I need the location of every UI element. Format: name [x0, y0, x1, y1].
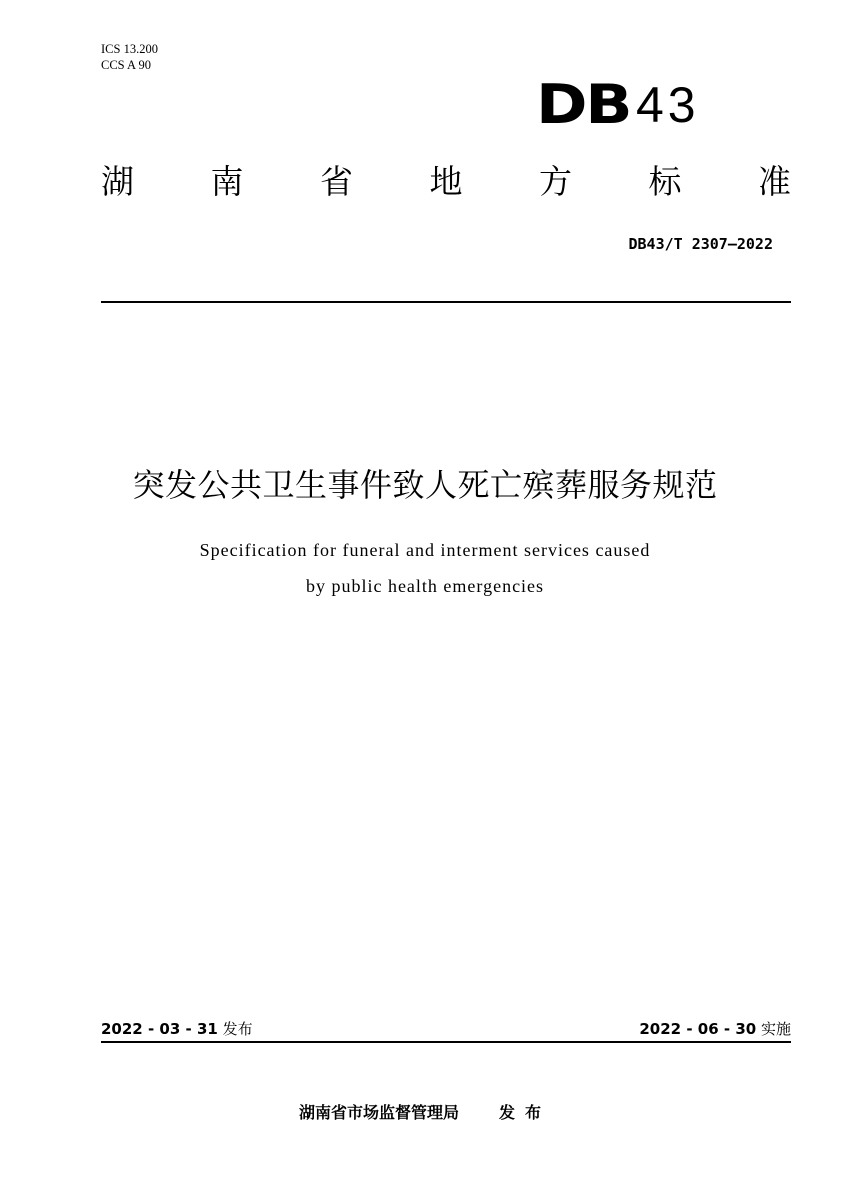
classification-codes: [101, 41, 158, 73]
standard-type-char: 南: [210, 162, 244, 201]
issuer-action: 发布: [499, 1103, 552, 1122]
db43-logo: [536, 73, 700, 136]
implement-label: 实施: [760, 1020, 791, 1038]
implement-date-block: [639, 1018, 791, 1039]
issuer-name: 湖南省市场监督管理局: [298, 1103, 459, 1122]
implement-date: 2022 - 06 - 30: [639, 1020, 757, 1038]
standard-type-heading: [101, 160, 791, 204]
document-title-en-line1: Specification for funeral and interment services caused: [199, 540, 651, 560]
standard-type-char: 省: [320, 162, 353, 201]
release-label: 发布: [222, 1020, 253, 1038]
bottom-divider: [101, 1041, 791, 1043]
issuer-line: [0, 1100, 850, 1123]
logo-db-text: DB: [536, 73, 631, 136]
release-date: 2022 - 03 - 31: [101, 1020, 218, 1038]
standard-type-char: 地: [429, 162, 463, 201]
standard-number: DB43/T 2307—2022: [628, 235, 773, 253]
standard-type-char: 方: [539, 162, 572, 201]
standard-type-char: 准: [758, 162, 791, 201]
standard-type-char: 湖: [101, 162, 134, 201]
document-title-zh: 突发公共卫生事件致人死亡殡葬服务规范: [132, 466, 718, 504]
top-divider: [101, 301, 791, 303]
document-title-en-line2: by public health emergencies: [305, 576, 545, 596]
logo-number: 43: [635, 77, 700, 133]
ics-code: ICS 13.200: [101, 42, 158, 56]
standard-type-char: 标: [648, 162, 682, 201]
ccs-code: CCS A 90: [101, 58, 152, 72]
release-date-block: [101, 1018, 253, 1039]
